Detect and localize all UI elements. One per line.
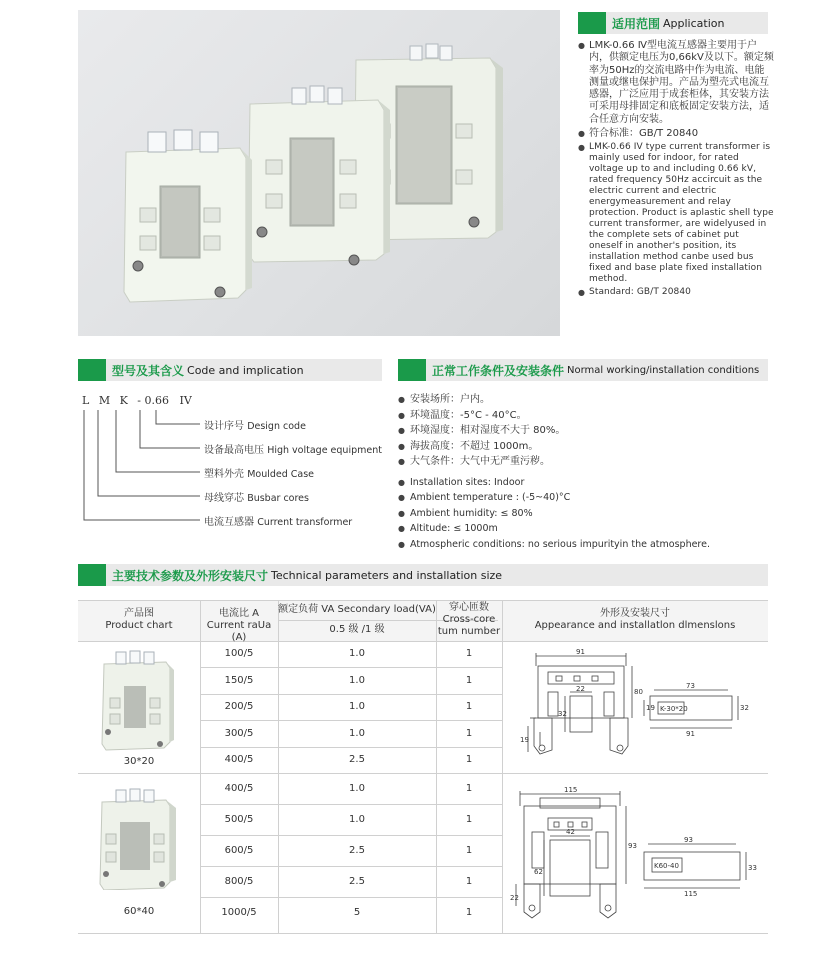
- turns-cell: 1: [465, 783, 473, 794]
- dim-label: 19: [520, 736, 529, 744]
- turns-cell: 1: [465, 907, 473, 918]
- header-accent-mark: [398, 359, 426, 381]
- col-load: 额定负荷 VA Secondary load(VA): [278, 604, 436, 615]
- dim-label: 73: [686, 682, 695, 690]
- ratio-cell: 200/5: [224, 701, 254, 712]
- dim-label: 33: [748, 864, 757, 872]
- load-cell: 5: [353, 907, 361, 918]
- dim-label: 22: [576, 685, 585, 693]
- tech-header-cn: 主要技术参数及外形安装尺寸: [112, 568, 269, 583]
- model-letter: M: [98, 394, 114, 407]
- dim-label: 32: [558, 710, 567, 718]
- model-letter: L: [82, 394, 93, 407]
- condition-item: ● Ambient humidity: ≤ 80%: [398, 506, 778, 522]
- application-item: ● LMK-0.66 Ⅳ型电流互感器主要用于户内，供额定电压为0,66kV及以下。额定频率为50Hz的交流电路中作为电流、电能测量或继电保护用。产品为塑壳式电流互感器，广泛应用于成套柜体，其安装方法可采用母排固定和底板固定安装方法，适合任意方向安装。: [578, 40, 774, 126]
- col-dimensions: 外形及安装尺寸 Appearance and installatlon dlmenslons: [534, 608, 736, 631]
- code-header-en: Code and implication: [187, 363, 304, 377]
- col-ratio: 电流比 A Current raUa (A): [206, 608, 272, 643]
- condition-item: ● 海拔高度：不超过 1000m。: [398, 439, 778, 455]
- turns-cell: 1: [465, 648, 473, 659]
- tech-table: [78, 600, 768, 934]
- turns-cell: 1: [465, 675, 473, 686]
- condition-item: ● Ambient temperature : (-5~40)°C: [398, 490, 778, 506]
- code-label: 电流互感器 Current transformer: [204, 517, 353, 528]
- ct-small: [124, 130, 252, 302]
- condition-item: ● Installation sites: Indoor: [398, 475, 778, 491]
- ct-medium: [248, 86, 390, 265]
- application-text: [578, 40, 774, 300]
- model-letter: - 0.66: [137, 394, 170, 407]
- turns-cell: 1: [465, 845, 473, 856]
- condition-item: ● 大气条件：大气中无严重污秽。: [398, 454, 778, 470]
- dim-label: 32: [740, 704, 749, 712]
- application-header-en: Application: [663, 16, 725, 30]
- condition-item: ● Altitude: ≤ 1000m: [398, 521, 778, 537]
- load-cell: 2.5: [349, 845, 365, 856]
- ratio-cell: 400/5: [224, 783, 254, 794]
- dim-label: 115: [564, 786, 578, 794]
- ratio-cell: 300/5: [224, 728, 254, 739]
- dim-label: 19: [646, 704, 655, 712]
- dim-label: 42: [566, 828, 575, 836]
- dim-label: K60-40: [654, 862, 679, 870]
- dim-label: 93: [684, 836, 693, 844]
- product-image-60x40: [96, 786, 182, 890]
- turns-cell: 1: [465, 728, 473, 739]
- condition-item: ● 环境温度：-5°C - 40°C。: [398, 408, 778, 424]
- dim-label: 91: [576, 648, 585, 656]
- turns-cell: 1: [465, 754, 473, 765]
- dimension-drawing-30x20: [510, 646, 764, 768]
- tech-header-en: Technical parameters and installation size: [271, 568, 503, 582]
- model-caption: 30*20: [123, 756, 155, 767]
- application-item: ● 符合标准：GB/T 20840: [578, 128, 774, 140]
- model-letter: K: [119, 394, 131, 407]
- code-header-cn: 型号及其含义: [112, 363, 185, 378]
- conditions-list: [398, 392, 778, 552]
- condition-item: ● Atmospheric conditions: no serious impurityin the atmosphere.: [398, 537, 778, 553]
- ratio-cell: 100/5: [224, 648, 254, 659]
- load-cell: 2.5: [349, 754, 365, 765]
- turns-cell: 1: [465, 876, 473, 887]
- dim-label: 91: [686, 730, 695, 738]
- application-header-cn: 适用范围: [612, 16, 661, 31]
- current-transformer-illustration: [78, 10, 560, 336]
- model-letter: IV: [179, 394, 192, 407]
- col-turns: 穿心匝数 Cross-core tum number: [437, 602, 501, 637]
- condition-item: ● 安装场所：户内。: [398, 392, 778, 408]
- conditions-header-en: Normal working/installation conditions: [567, 364, 760, 376]
- dim-label: 62: [534, 868, 543, 876]
- header-accent-mark: [78, 564, 106, 586]
- dim-label: 80: [634, 688, 643, 696]
- conditions-header: [398, 359, 768, 381]
- dim-label: 93: [628, 842, 637, 850]
- code-label: 设备最高电压 High voltage equipment: [204, 445, 382, 456]
- code-label: 母线穿芯 Busbar cores: [204, 493, 309, 504]
- ratio-cell: 800/5: [224, 876, 254, 887]
- code-diagram: [78, 388, 388, 538]
- application-item: ● Standard: GB/T 20840: [578, 287, 774, 298]
- dim-label: K-30*20: [660, 705, 688, 713]
- load-cell: 1.0: [349, 728, 365, 739]
- load-cell: 2.5: [349, 876, 365, 887]
- col-load-sub: 0.5 级 /1 级: [329, 624, 385, 635]
- load-cell: 1.0: [349, 648, 365, 659]
- ratio-cell: 600/5: [224, 845, 254, 856]
- product-photo: [78, 10, 560, 336]
- application-item: ● LMK-0.66 IV type current transformer is mainly used for indoor, for rated voltage up to and including 0.66 kV, rated frequency 50Hz accircuit as the electric current and electric energymeasurement and relay protection. Product is aplastic shell type current transformer, are widelyused in the complete sets of cabinet put oneself in another's position, its installation method canbe used bus fixed and base plate fixed installation method.: [578, 142, 774, 285]
- tech-header: [78, 564, 768, 586]
- product-image-30x20: [96, 648, 182, 752]
- dim-label: 22: [510, 894, 519, 902]
- load-cell: 1.0: [349, 675, 365, 686]
- load-cell: 1.0: [349, 701, 365, 712]
- model-caption: 60*40: [123, 906, 155, 917]
- condition-item: ● 环境湿度：相对湿度不大于 80%。: [398, 423, 778, 439]
- code-label: 设计序号 Design code: [204, 421, 306, 432]
- col-product: 产品图 Product chart: [105, 608, 173, 631]
- header-accent-mark: [578, 12, 606, 34]
- ratio-cell: 150/5: [224, 675, 254, 686]
- header-accent-mark: [78, 359, 106, 381]
- turns-cell: 1: [465, 814, 473, 825]
- ratio-cell: 500/5: [224, 814, 254, 825]
- conditions-header-cn: 正常工作条件及安装条件: [432, 363, 565, 378]
- application-header: [578, 12, 768, 34]
- dim-label: 115: [684, 890, 698, 898]
- turns-cell: 1: [465, 701, 473, 712]
- dimension-drawing-60x40: [510, 784, 764, 928]
- code-label: 塑料外壳 Moulded Case: [204, 469, 315, 480]
- ratio-cell: 400/5: [224, 754, 254, 765]
- load-cell: 1.0: [349, 783, 365, 794]
- ratio-cell: 1000/5: [221, 907, 257, 918]
- code-header: [78, 359, 382, 381]
- load-cell: 1.0: [349, 814, 365, 825]
